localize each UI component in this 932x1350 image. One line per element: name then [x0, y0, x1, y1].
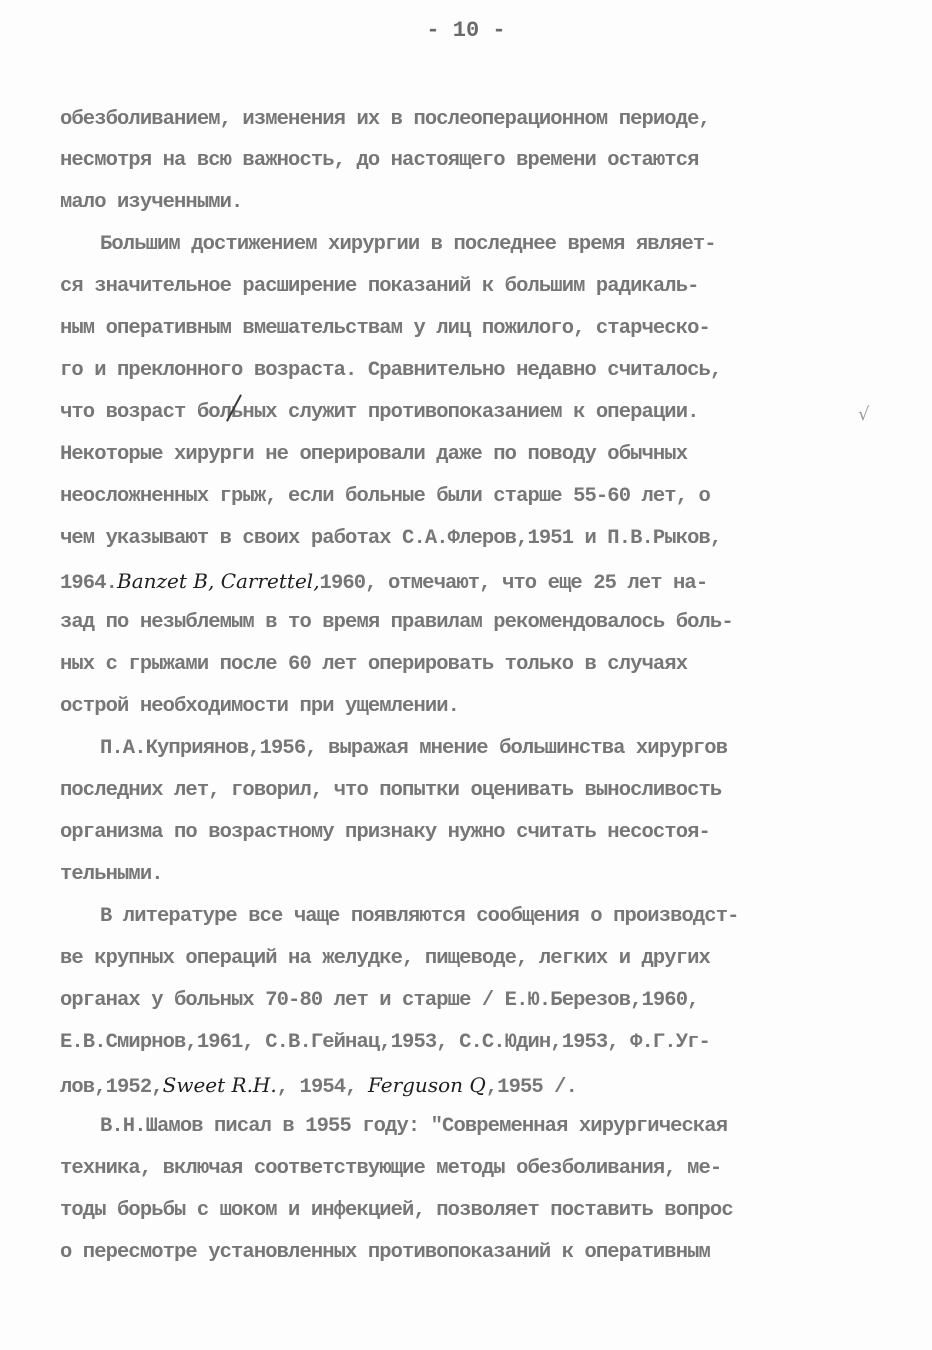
- handwritten-reference: Sweet R.H.: [162, 1073, 277, 1097]
- text-line: тоды борьбы с шоком и инфекцией, позволяет поставить вопрос: [60, 1199, 733, 1222]
- handwritten-reference: Banzet B, Carrettel,: [117, 569, 320, 593]
- text-line: В.Н.Шамов писал в 1955 году: "Современная хирургическая: [100, 1115, 728, 1138]
- handwritten-reference: Ferguson Q: [367, 1073, 486, 1097]
- year-text: 1964.: [60, 572, 118, 595]
- text-line: последних лет, говорил, что попытки оценивать выносливость: [60, 779, 722, 802]
- text-line-with-handwriting: [60, 1072, 577, 1101]
- text-line-with-handwriting: [60, 568, 707, 597]
- text-line: что возраст больных служит противопоказанием к операции.: [60, 401, 699, 424]
- year-text: 1960,: [319, 572, 388, 595]
- text-fragment: , 1954,: [276, 1076, 368, 1099]
- text-line: зад по незыблемым в то время правилам рекомендовалось боль-: [60, 611, 733, 634]
- text-line: техника, включая соответствующие методы обезболивания, ме-: [60, 1157, 722, 1180]
- text-line: органах у больных 70-80 лет и старше / Е.Ю.Березов,1960,: [60, 989, 699, 1012]
- text-line: ся значительное расширение показаний к большим радикаль-: [60, 275, 699, 298]
- text-line: несмотря на всю важность, до настоящего времени остаются: [60, 149, 699, 172]
- text-fragment: отмечают, что еще 25 лет на-: [387, 572, 708, 595]
- check-mark-icon: √: [858, 404, 870, 425]
- text-line: тельными.: [60, 863, 163, 886]
- text-line: Некоторые хирурги не оперировали даже по поводу обычных: [60, 443, 688, 466]
- text-fragment: ,1955 /.: [485, 1076, 577, 1099]
- text-line: В литературе все чаще появляются сообщения о производст-: [100, 905, 739, 928]
- text-line: острой необходимости при ущемлении.: [60, 695, 460, 718]
- text-line: неосложненных грыж, если больные были старше 55-60 лет, о: [60, 485, 710, 508]
- text-line: ных с грыжами после 60 лет оперировать только в случаях: [60, 653, 688, 676]
- text-fragment: лов,1952,: [60, 1076, 163, 1099]
- page-number: - 10 -: [426, 18, 506, 43]
- text-line: ным оперативным вмешательствам у лиц пожилого, старческо-: [60, 317, 710, 340]
- text-line: организма по возрастному признаку нужно считать несостоя-: [60, 821, 710, 844]
- text-line: чем указывают в своих работах С.А.Флеров,1951 и П.В.Рыков,: [60, 527, 722, 550]
- text-line: ве крупных операций на желудке, пищеводе, легких и других: [60, 947, 710, 970]
- text-line: Большим достижением хирургии в последнее время являет-: [100, 233, 716, 256]
- text-line: мало изученными.: [60, 191, 243, 214]
- text-line: Е.В.Смирнов,1961, С.В.Гейнац,1953, С.С.Юдин,1953, Ф.Г.Уг-: [60, 1031, 710, 1054]
- text-line: о пересмотре установленных противопоказаний к оперативным: [60, 1241, 710, 1264]
- text-line: обезболиванием, изменения их в послеоперационном периоде,: [60, 108, 710, 131]
- text-line: П.А.Куприянов,1956, выражая мнение большинства хирургов: [100, 737, 728, 760]
- text-line: го и преклонного возраста. Сравнительно недавно считалось,: [60, 359, 722, 382]
